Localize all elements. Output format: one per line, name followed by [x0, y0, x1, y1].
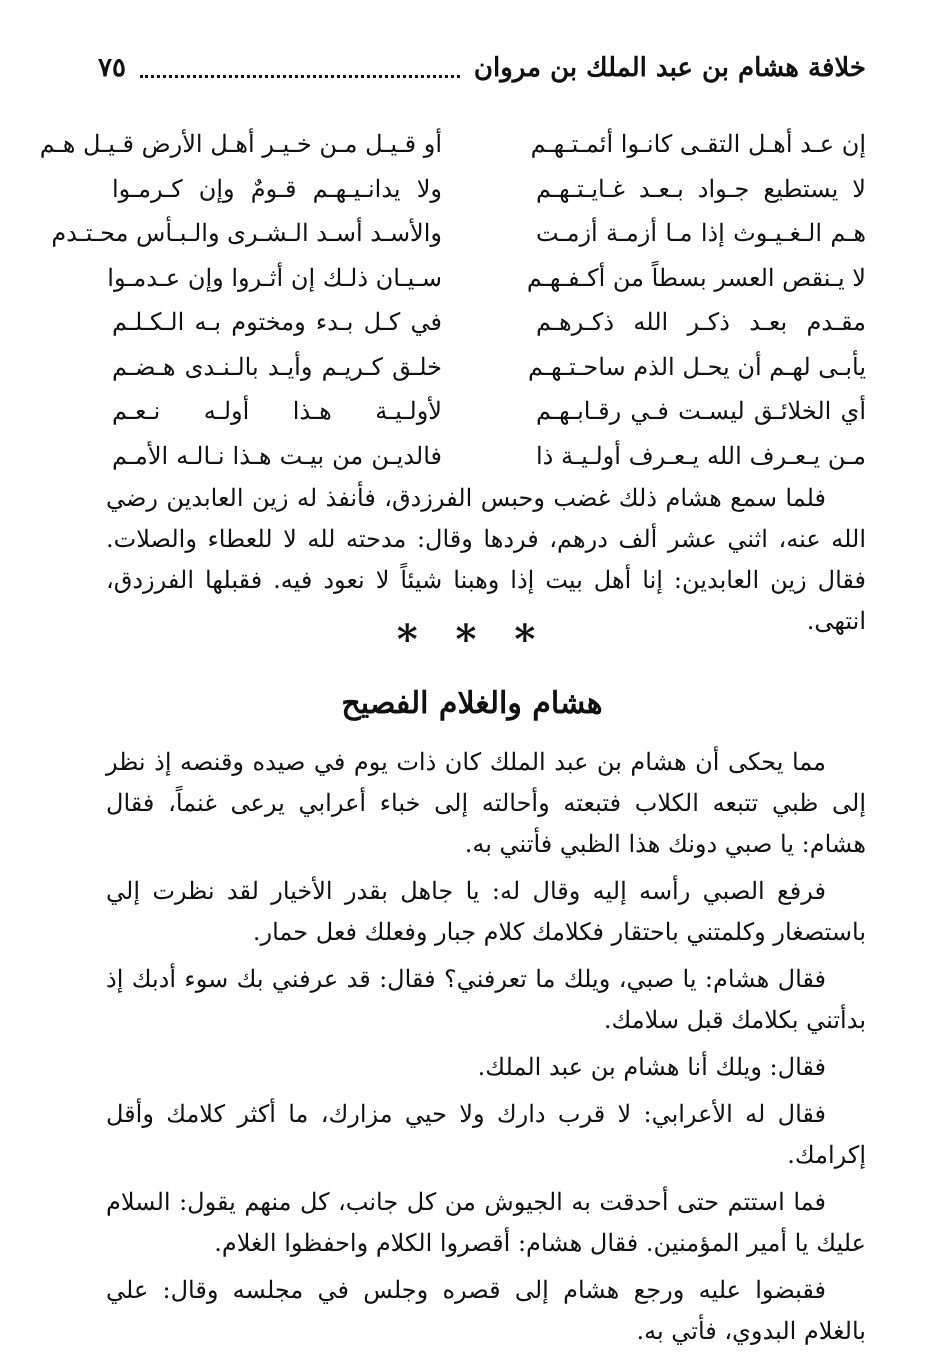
section-separator: * * * — [396, 616, 548, 663]
hemistich-left: خلـق كـريـم وأيـد بالـنـدى هـضـم — [112, 352, 442, 381]
hemistich-left: أو قـيـل مـن خـيـر أهـل الأرض قـيـل هـم — [39, 130, 442, 159]
paragraph: فقال له الأعرابي: لا قرب دارك ولا حيي مزارك، ما أكثر كلامك وأقل إكرامك. — [106, 1100, 866, 1169]
hemistich-right: مقـدم بعـد ذكـر الله ذكـرهـم — [536, 308, 866, 337]
verse — [112, 389, 866, 434]
poem — [39, 122, 866, 478]
section-title: هشام والغلام الفصيح — [341, 686, 603, 721]
running-title: خلافة هشام بن عبد الملك بن مروان — [473, 53, 866, 83]
paragraph: فما استتم حتى أحدقت به الجيوش من كل جانب، كل منهم يقول: السلام عليك يا أمير المؤمنين. فقال هشام: أقصروا الكلام واحفظوا الغلام. — [106, 1188, 866, 1257]
paragraph: مما يحكى أن هشام بن عبد الملك كان ذات يوم في صيده وقنصه إذ نظر إلى ظبي تتبعه الكلاب فتبعته وأحالته إلى خباء أعرابي يرعى غنماً، فقال هشام: يا صبي دونك هذا الظبي فأتني به. — [106, 748, 866, 858]
verse — [112, 300, 866, 345]
paragraph: فقبضوا عليه ورجع هشام إلى قصره وجلس في مجلسه وقال: علي بالغلام البدوي، فأتي به. — [106, 1276, 866, 1345]
hemistich-left: ولا يدانـيـهـم قـومٌ وإن كـرمـوا — [112, 174, 442, 203]
verse — [112, 167, 866, 212]
paragraph: فقال: ويلك أنا هشام بن عبد الملك. — [477, 1053, 826, 1081]
verse — [39, 122, 866, 167]
page-header — [98, 48, 866, 88]
hemistich-right: إن عـد أهـل التقـى كانـوا أئمـتـهـم — [530, 130, 866, 159]
hemistich-left: فالديـن من بيـت هـذا نـالـه الأمـم — [112, 441, 442, 470]
hemistich-left: لأولـيـة هـذا أولـه نـعـم — [112, 397, 442, 426]
hemistich-left: في كـل بـدء ومختوم بـه الـكـلـم — [112, 308, 442, 337]
hemistich-right: هـم الـغـيـوث إذا مـا أزمـة أزمـت — [536, 219, 866, 248]
leader-dots — [140, 71, 460, 78]
verse — [107, 256, 866, 301]
paragraph: فرفع الصبي رأسه إليه وقال له: يا جاهل بقدر الأخيار لقد نظرت إلي باستصغار وكلمتني باحتقار فكلامك كلام جبار وفعلك فعل حمار. — [106, 877, 866, 946]
verse — [112, 434, 866, 479]
hemistich-right: أي الخلائـق ليسـت فـي رقـابـهـم — [536, 397, 866, 426]
hemistich-left: والأسـد أسـد الـشـرى والـبـأس محـتـدم — [51, 219, 442, 248]
paragraph: فقال هشام: يا صبي، ويلك ما تعرفني؟ فقال: قد عرفني بك سوء أدبك إذ بدأتني بكلامك قبل سلامك. — [106, 965, 866, 1034]
page-number: ٧٥ — [98, 53, 126, 83]
paragraph: فلما سمع هشام ذلك غضب وحبس الفرزدق، فأنفذ له زين العابدين رضي الله عنه، اثني عشر ألف درهم، فردها وقال: مدحته لله لا للعطاء والصلات. فقال زين العابدين: إنا أهل بيت إذا وهبنا شيئاً لا نعود فيه. فقبلها الفرزدق، انتهى. — [106, 484, 866, 635]
hemistich-right: لا يـنقص العسر بسطاً من أكـفـهـم — [526, 263, 866, 292]
verse — [51, 211, 866, 256]
hemistich-right: مـن يـعـرف الله يـعـرف أولـيـة ذا — [536, 441, 866, 470]
hemistich-left: سـيـان ذلـك إن أثـروا وإن عـدمـوا — [107, 263, 442, 292]
hemistich-right: يأبـى لهـم أن يحـل الذم ساحـتـهـم — [528, 352, 866, 381]
hemistich-right: لا يستطيع جـواد بـعـد غـايـتـهـم — [536, 174, 866, 203]
section-body — [106, 742, 866, 1358]
verse — [112, 345, 866, 390]
